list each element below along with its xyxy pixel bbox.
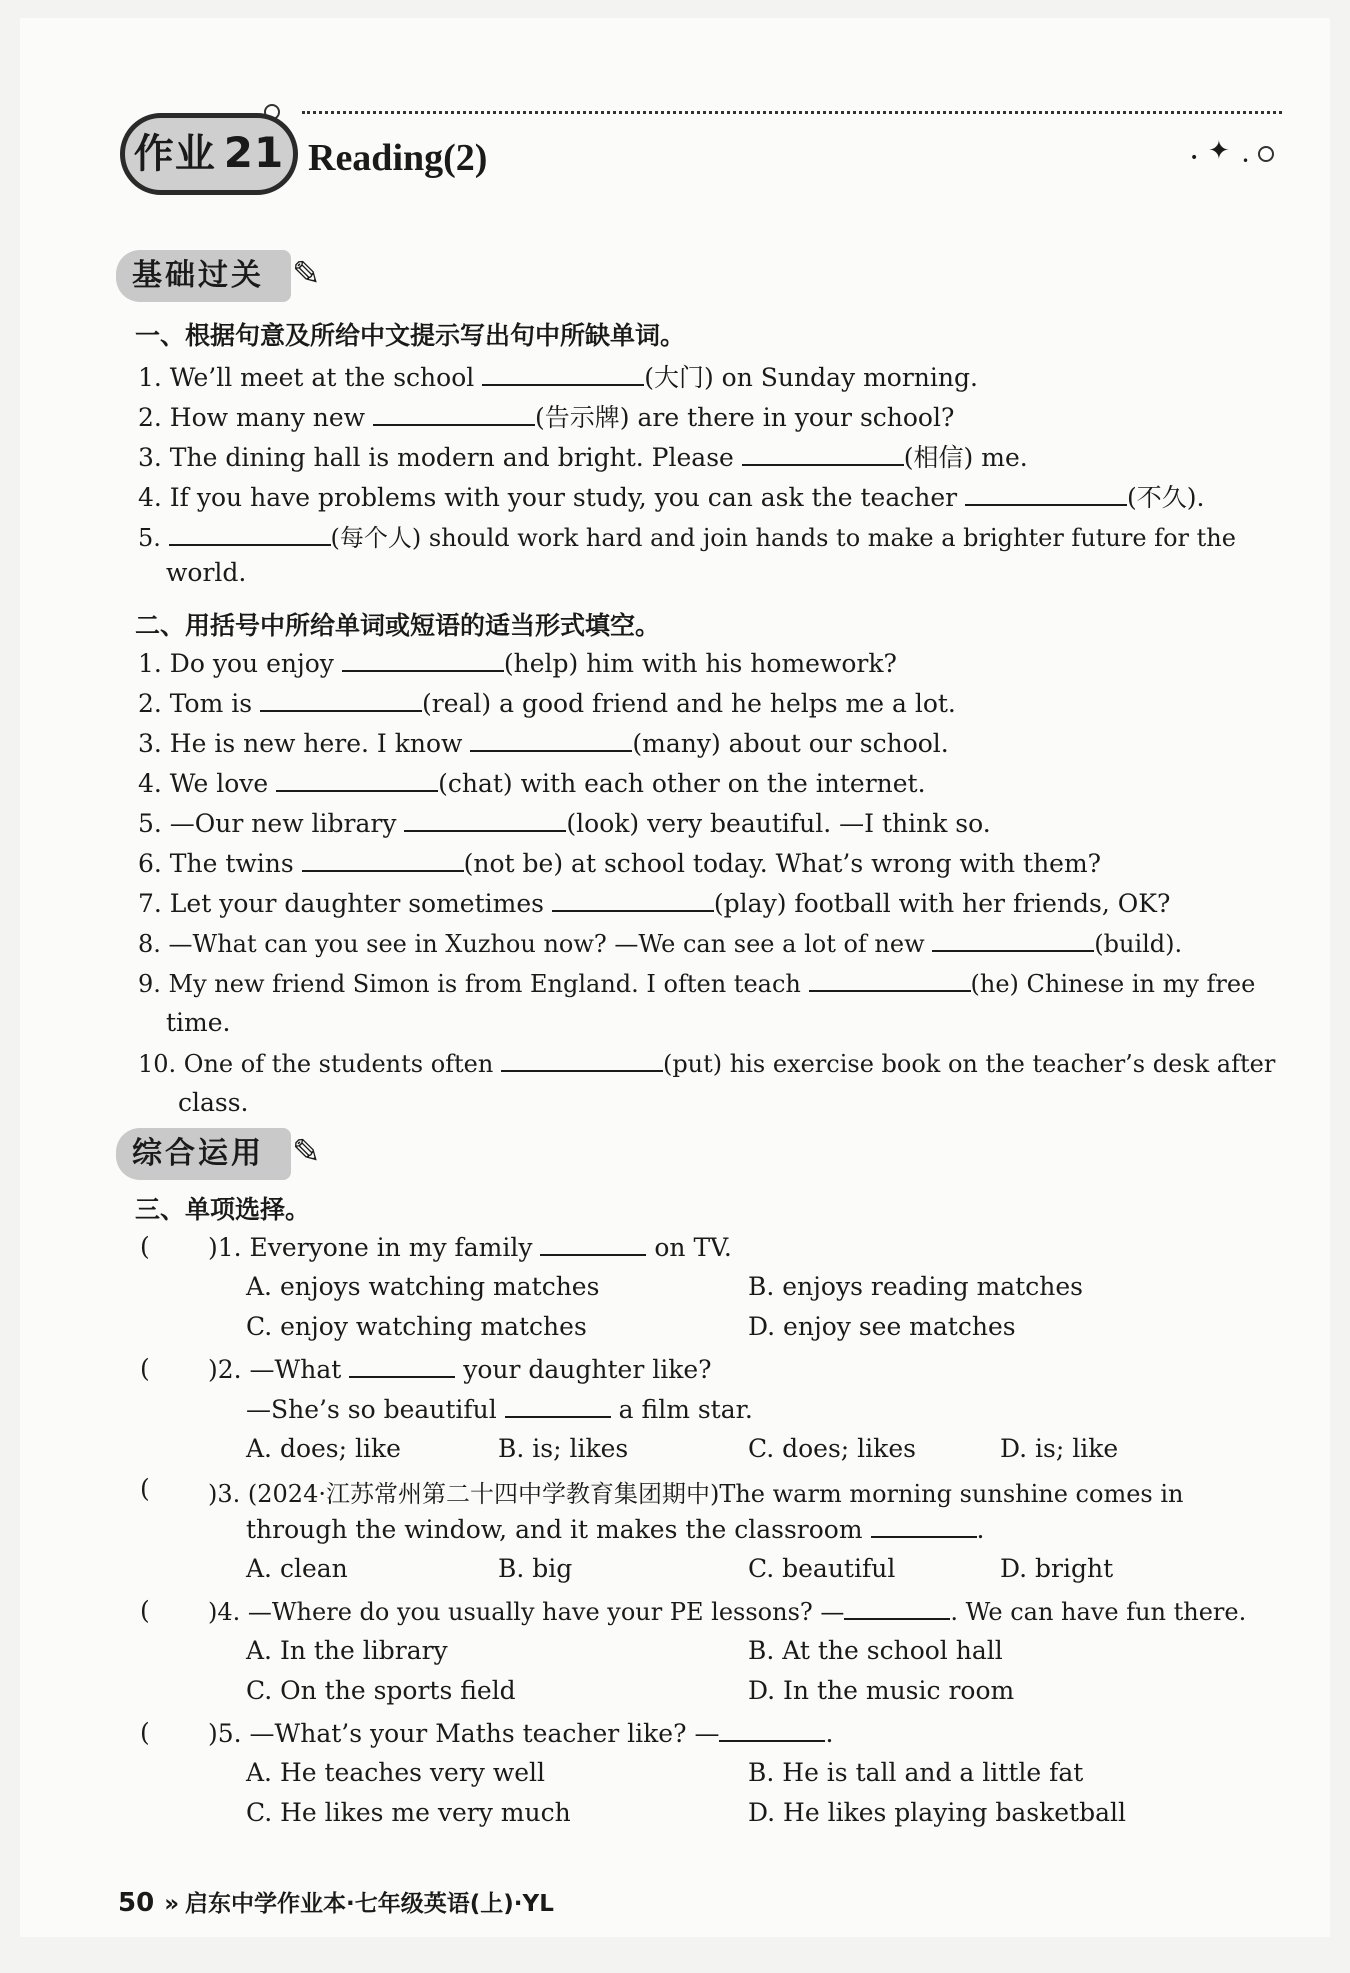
chevron-right-icon: » bbox=[164, 1891, 180, 1917]
worksheet-page bbox=[20, 18, 1330, 1937]
question-line: 7. Let your daughter sometimes (play) football with her friends, OK? bbox=[138, 889, 1171, 918]
mc-option-a[interactable]: A. He teaches very well bbox=[246, 1758, 546, 1787]
answer-blank bbox=[540, 1232, 646, 1256]
mc-option-c[interactable]: C. He likes me very much bbox=[246, 1798, 571, 1827]
mc-stem-line2: —She’s so beautiful a film star. bbox=[246, 1395, 753, 1424]
mc-stem: )3. (2024·江苏常州第二十四中学教育集团期中)The warm morning sunshine comes in bbox=[208, 1480, 1184, 1508]
question-line: 4. If you have problems with your study, you can ask the teacher (不久). bbox=[138, 483, 1205, 512]
mc-option-b[interactable]: B. big bbox=[498, 1554, 573, 1583]
mc-stem: )4. —Where do you usually have your PE lessons? — . We can have fun there. bbox=[208, 1598, 1247, 1626]
mc-option-b[interactable]: B. enjoys reading matches bbox=[748, 1272, 1083, 1301]
page-number: 50 bbox=[118, 1888, 155, 1918]
question-line: 2. How many new (告示牌) are there in your school? bbox=[138, 403, 955, 432]
mc-stem-line2: through the window, and it makes the classroom . bbox=[246, 1515, 985, 1544]
mc-option-b[interactable]: B. is; likes bbox=[498, 1434, 629, 1463]
question-line: 9. My new friend Simon is from England. I often teach (he) Chinese in my free bbox=[138, 970, 1256, 998]
answer-paren[interactable]: ( bbox=[140, 1596, 150, 1625]
section-tag-application: 综合运用 bbox=[116, 1128, 291, 1180]
ring-decoration bbox=[1258, 146, 1274, 162]
question-line: 5. (每个人) should work hard and join hands to make a brighter future for the bbox=[138, 524, 1236, 552]
header-dotted-line bbox=[302, 111, 1282, 114]
question-continuation: time. bbox=[166, 1008, 231, 1037]
section-tag-basics: 基础过关 bbox=[116, 250, 291, 302]
answer-blank[interactable] bbox=[373, 402, 535, 426]
answer-blank[interactable] bbox=[260, 688, 422, 712]
mc-option-c[interactable]: C. beautiful bbox=[748, 1554, 896, 1583]
answer-blank bbox=[844, 1596, 950, 1620]
answer-paren[interactable]: ( bbox=[140, 1474, 150, 1503]
question-line: 5. —Our new library (look) very beautiful. —I think so. bbox=[138, 809, 991, 838]
pencil-icon: ✎ bbox=[292, 1132, 321, 1172]
instruction-heading: 一、根据句意及所给中文提示写出句中所缺单词。 bbox=[135, 321, 686, 350]
question-line: 6. The twins (not be) at school today. What’s wrong with them? bbox=[138, 849, 1102, 878]
answer-paren[interactable]: ( bbox=[140, 1354, 150, 1383]
answer-blank[interactable] bbox=[501, 1048, 663, 1072]
answer-blank bbox=[719, 1718, 825, 1742]
mc-option-d[interactable]: D. is; like bbox=[1000, 1434, 1119, 1463]
question-line: 8. —What can you see in Xuzhou now? —We can see a lot of new (build). bbox=[138, 930, 1183, 958]
pencil-icon: ✎ bbox=[292, 254, 321, 294]
answer-paren[interactable]: ( bbox=[140, 1718, 150, 1747]
answer-blank[interactable] bbox=[965, 482, 1127, 506]
mc-stem: )5. —What’s your Maths teacher like? — . bbox=[208, 1719, 834, 1748]
answer-blank[interactable] bbox=[302, 848, 464, 872]
mc-option-a[interactable]: A. does; like bbox=[246, 1434, 401, 1463]
mc-option-c[interactable]: C. enjoy watching matches bbox=[246, 1312, 587, 1341]
mc-stem: )1. Everyone in my family on TV. bbox=[208, 1233, 732, 1262]
question-line: 3. The dining hall is modern and bright. Please (相信) me. bbox=[138, 443, 1028, 472]
answer-paren[interactable]: ( bbox=[140, 1232, 150, 1261]
mc-option-d[interactable]: D. He likes playing basketball bbox=[748, 1798, 1127, 1827]
instruction-heading: 三、单项选择。 bbox=[135, 1195, 311, 1224]
mc-stem: )2. —What your daughter like? bbox=[208, 1355, 712, 1384]
answer-blank[interactable] bbox=[276, 768, 438, 792]
answer-blank[interactable] bbox=[482, 362, 644, 386]
answer-blank bbox=[505, 1394, 611, 1418]
badge-number: 21 bbox=[223, 128, 285, 177]
mc-option-d[interactable]: D. bright bbox=[1000, 1554, 1114, 1583]
answer-blank bbox=[349, 1354, 455, 1378]
badge-label: 作业 bbox=[133, 131, 216, 177]
mc-option-a[interactable]: A. In the library bbox=[246, 1636, 448, 1665]
question-continuation: world. bbox=[166, 558, 247, 587]
answer-blank[interactable] bbox=[342, 648, 504, 672]
question-line: 4. We love (chat) with each other on the internet. bbox=[138, 769, 926, 798]
question-line: 3. He is new here. I know (many) about our school. bbox=[138, 729, 949, 758]
answer-blank[interactable] bbox=[742, 442, 904, 466]
sparkle-icon: ✦ bbox=[1208, 136, 1230, 166]
question-line: 1. We’ll meet at the school (大门) on Sunday morning. bbox=[138, 363, 978, 392]
dot-icon: • bbox=[1242, 154, 1250, 168]
book-title: 启东中学作业本·七年级英语(上)·YL bbox=[185, 1891, 554, 1917]
question-line: 10. One of the students often (put) his exercise book on the teacher’s desk after bbox=[138, 1050, 1276, 1078]
page-title: Reading(2) bbox=[308, 137, 488, 179]
answer-blank[interactable] bbox=[932, 928, 1094, 952]
mc-option-c[interactable]: C. does; likes bbox=[748, 1434, 916, 1463]
answer-blank[interactable] bbox=[404, 808, 566, 832]
mc-option-b[interactable]: B. He is tall and a little fat bbox=[748, 1758, 1084, 1787]
question-line: 1. Do you enjoy (help) him with his homework? bbox=[138, 649, 897, 678]
mc-option-d[interactable]: D. enjoy see matches bbox=[748, 1312, 1016, 1341]
answer-blank bbox=[871, 1514, 977, 1538]
mc-option-a[interactable]: A. enjoys watching matches bbox=[246, 1272, 600, 1301]
answer-blank[interactable] bbox=[470, 728, 632, 752]
question-continuation: class. bbox=[178, 1088, 249, 1117]
answer-blank[interactable] bbox=[552, 888, 714, 912]
dot-icon: • bbox=[1190, 150, 1199, 166]
answer-blank[interactable] bbox=[809, 968, 971, 992]
mc-option-b[interactable]: B. At the school hall bbox=[748, 1636, 1003, 1665]
mc-option-c[interactable]: C. On the sports field bbox=[246, 1676, 516, 1705]
question-line: 2. Tom is (real) a good friend and he helps me a lot. bbox=[138, 689, 956, 718]
page-footer bbox=[118, 1885, 554, 1918]
answer-blank[interactable] bbox=[169, 522, 331, 546]
instruction-heading: 二、用括号中所给单词或短语的适当形式填空。 bbox=[135, 611, 661, 640]
mc-option-a[interactable]: A. clean bbox=[246, 1554, 348, 1583]
mc-option-d[interactable]: D. In the music room bbox=[748, 1676, 1015, 1705]
homework-badge bbox=[120, 113, 298, 195]
